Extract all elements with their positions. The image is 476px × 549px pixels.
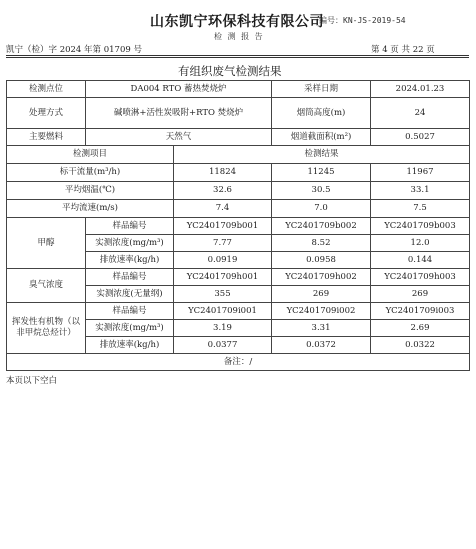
point-label: 检测点位 — [7, 81, 86, 98]
result-cell: 0.0322 — [371, 337, 470, 354]
table-row — [7, 269, 470, 286]
table-row — [7, 354, 470, 371]
result-cell: 0.0377 — [174, 337, 272, 354]
document-number: 编号：KN-JS-2019-54 — [319, 16, 406, 25]
table-title: 有组织废气检测结果 — [178, 64, 282, 78]
table-row — [7, 81, 470, 98]
flow-rate-label: 标干流量(m³/h) — [7, 164, 174, 182]
result-cell: 355 — [174, 286, 272, 303]
stack-height-label: 烟筒高度(m) — [272, 98, 371, 129]
table-row — [7, 164, 470, 182]
methanol-group-label: 甲醇 — [7, 218, 86, 269]
result-cell: 269 — [272, 286, 371, 303]
row-label: 实测浓度(无量纲) — [86, 286, 174, 303]
result-cell: YC2401709b003 — [371, 218, 470, 235]
flue-area-label: 烟道截面积(m²) — [272, 129, 371, 146]
table-row — [7, 129, 470, 146]
row-label: 样品编号 — [86, 269, 174, 286]
header-rule — [6, 57, 469, 58]
result-cell: 11824 — [174, 164, 272, 182]
row-label: 排放速率(kg/h) — [86, 252, 174, 269]
result-cell: YC2401709i003 — [371, 303, 470, 320]
process-value: 碱喷淋+活性炭吸附+RTO 焚烧炉 — [86, 98, 272, 129]
result-cell: YC2401709i002 — [272, 303, 371, 320]
blank-page-note: 本页以下空白 — [6, 376, 58, 386]
row-label: 实测浓度(mg/m³) — [86, 320, 174, 337]
result-cell: YC2401709b001 — [174, 218, 272, 235]
result-cell: 12.0 — [371, 235, 470, 252]
row-label: 实测浓度(mg/m³) — [86, 235, 174, 252]
row-label: 样品编号 — [86, 303, 174, 320]
result-cell: 0.0919 — [174, 252, 272, 269]
table-header-row — [7, 146, 470, 164]
company-name: 山东凯宁环保科技有限公司 — [150, 14, 324, 30]
table-row — [7, 303, 470, 320]
result-cell: 7.5 — [371, 200, 470, 218]
result-cell: 7.4 — [174, 200, 272, 218]
remark: 备注：/ — [7, 354, 470, 371]
item-header: 检测项目 — [7, 146, 174, 164]
odor-group-label: 臭气浓度 — [7, 269, 86, 303]
table-row — [7, 200, 470, 218]
result-cell: YC2401709b002 — [272, 218, 371, 235]
fuel-label: 主要燃料 — [7, 129, 86, 146]
row-label: 排放速率(kg/h) — [86, 337, 174, 354]
result-cell: YC2401709h003 — [371, 269, 470, 286]
result-cell: YC2401709h001 — [174, 269, 272, 286]
row-label: 样品编号 — [86, 218, 174, 235]
report-title: 检 测 报 告 — [214, 32, 265, 41]
result-cell: YC2401709h002 — [272, 269, 371, 286]
date-label: 采样日期 — [272, 81, 371, 98]
process-label: 处理方式 — [7, 98, 86, 129]
result-cell: 0.0958 — [272, 252, 371, 269]
report-reference: 凯宁（检）字 2024 年第 01709 号 — [6, 45, 142, 55]
result-cell: 7.77 — [174, 235, 272, 252]
result-cell: 8.52 — [272, 235, 371, 252]
result-cell: 269 — [371, 286, 470, 303]
flow-velocity-label: 平均流速(m/s) — [7, 200, 174, 218]
result-cell: 30.5 — [272, 182, 371, 200]
stack-height-value: 24 — [371, 98, 470, 129]
fuel-value: 天然气 — [86, 129, 272, 146]
result-header: 检测结果 — [174, 146, 470, 164]
result-cell: 11245 — [272, 164, 371, 182]
result-cell: 3.31 — [272, 320, 371, 337]
results-table — [6, 80, 470, 371]
table-row — [7, 98, 470, 129]
result-cell: 2.69 — [371, 320, 470, 337]
result-cell: 33.1 — [371, 182, 470, 200]
point-value: DA004 RTO 蓄热焚烧炉 — [86, 81, 272, 98]
result-cell: 7.0 — [272, 200, 371, 218]
table-row — [7, 182, 470, 200]
vocs-group-label: 挥发性有机物（以非甲烷总烃计） — [7, 303, 86, 354]
table-row — [7, 218, 470, 235]
result-cell: YC2401709i001 — [174, 303, 272, 320]
header-rule — [6, 55, 469, 56]
flue-area-value: 0.5027 — [371, 129, 470, 146]
flue-temp-label: 平均烟温(℃) — [7, 182, 174, 200]
result-cell: 0.144 — [371, 252, 470, 269]
result-cell: 0.0372 — [272, 337, 371, 354]
date-value: 2024.01.23 — [371, 81, 470, 98]
result-cell: 3.19 — [174, 320, 272, 337]
page-info: 第 4 页 共 22 页 — [371, 45, 435, 55]
result-cell: 11967 — [371, 164, 470, 182]
result-cell: 32.6 — [174, 182, 272, 200]
